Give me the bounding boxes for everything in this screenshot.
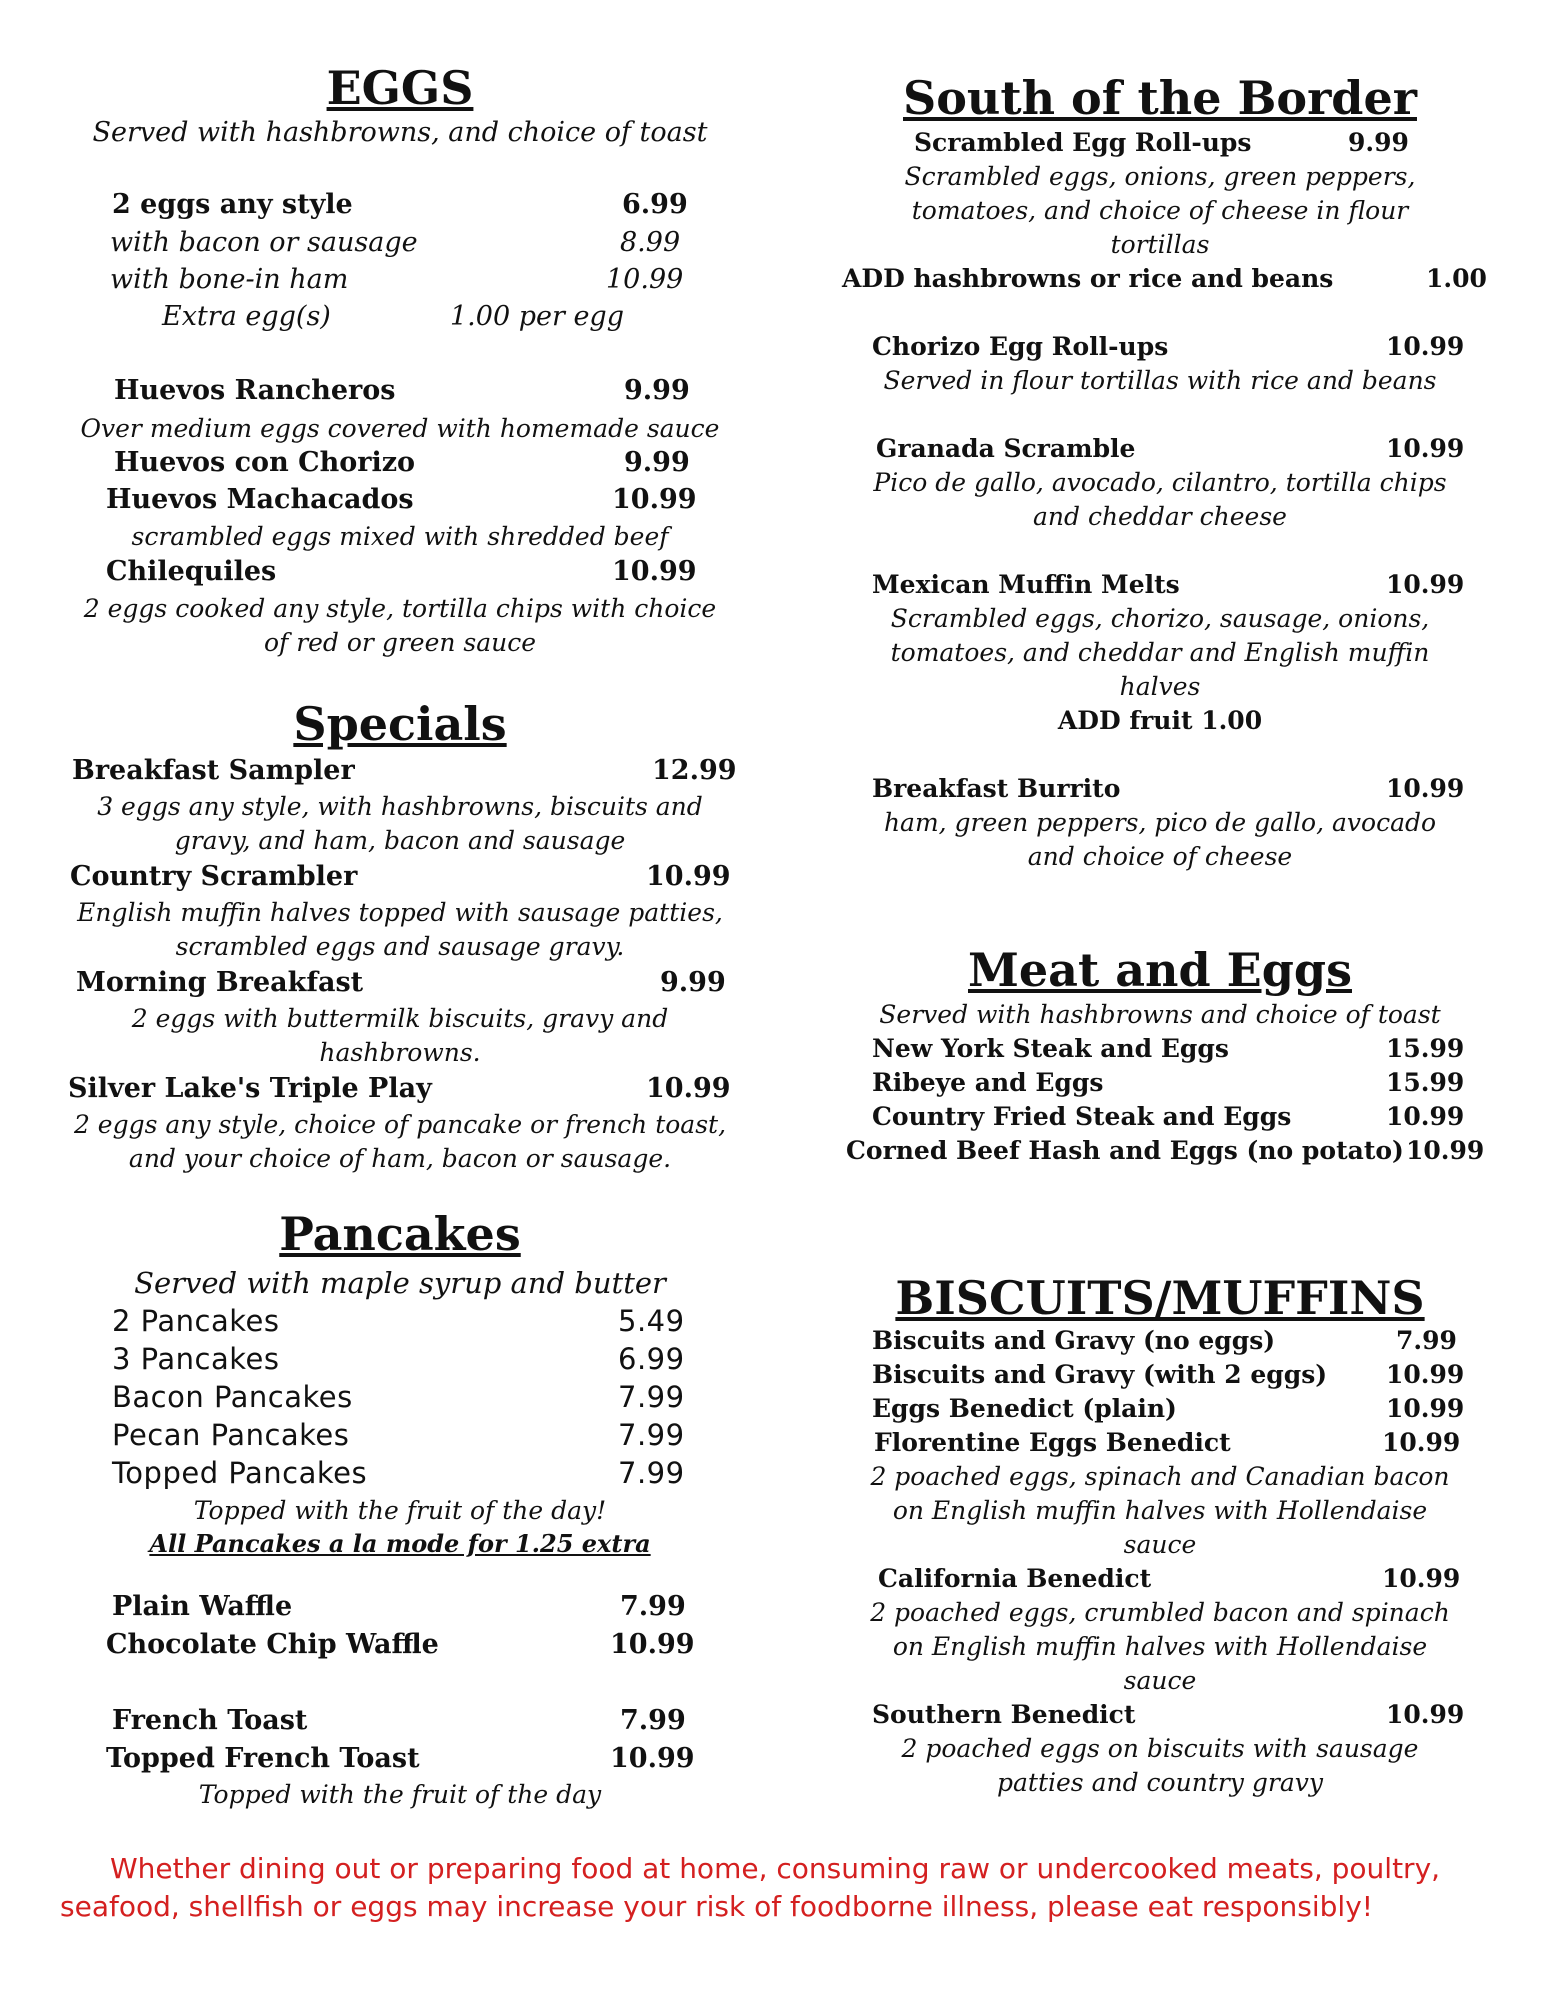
item-name: Country Scrambler bbox=[70, 861, 358, 892]
item-description: scrambled eggs mixed with shredded beef bbox=[131, 522, 669, 551]
item-price: 8.99 bbox=[620, 227, 681, 258]
item-description: hashbrowns. bbox=[319, 1038, 481, 1067]
item-price: 10.99 bbox=[646, 861, 731, 892]
biscuits-heading: BISCUITS/MUFFINS bbox=[895, 1271, 1425, 1325]
item-description: 2 poached eggs on biscuits with sausage bbox=[901, 1734, 1419, 1763]
item-price: 10.99 bbox=[1386, 774, 1465, 803]
item-description: and cheddar cheese bbox=[1033, 502, 1287, 531]
item-price: 10.99 bbox=[1386, 434, 1465, 463]
item-price: 12.99 bbox=[652, 755, 737, 786]
item-name: Pecan Pancakes bbox=[112, 1418, 350, 1452]
item-price: 7.99 bbox=[618, 1418, 685, 1452]
item-price: 9.99 bbox=[660, 967, 726, 998]
item-description: Over medium eggs covered with homemade sauce bbox=[80, 414, 720, 443]
specials-heading: Specials bbox=[293, 697, 507, 751]
item-description: Scrambled eggs, chorizo, sausage, onions, bbox=[890, 604, 1430, 633]
food-safety-warning: Whether dining out or preparing food at home, consuming raw or undercooked meats, poultry, seafood, shellfish or eggs may increase your risk of foodborne illness, please eat responsibly! bbox=[60, 1852, 1441, 1923]
item-price: 10.99 bbox=[610, 1629, 695, 1660]
item-description: gravy, and ham, bacon and sausage bbox=[174, 826, 626, 855]
item-name: French Toast bbox=[112, 1705, 308, 1736]
item-price: 10.99 bbox=[1386, 570, 1465, 599]
item-description: 3 eggs any style, with hashbrowns, biscuits and bbox=[97, 792, 703, 821]
item-description: tomatoes, and choice of cheese in flour bbox=[911, 196, 1409, 225]
item-description: on English muffin halves with Hollendaise bbox=[892, 1632, 1428, 1661]
item-price: 10.99 bbox=[646, 1073, 731, 1104]
item-description: Topped with the fruit of the day! bbox=[193, 1496, 607, 1525]
item-name: 2 eggs any style bbox=[112, 189, 353, 220]
item-price: 7.99 bbox=[1396, 1326, 1457, 1355]
item-description: 2 eggs any style, choice of pancake or french toast, bbox=[73, 1110, 727, 1139]
south-heading: South of the Border bbox=[903, 71, 1417, 125]
item-name: Breakfast Burrito bbox=[872, 774, 1121, 803]
item-name: Huevos Rancheros bbox=[114, 375, 396, 406]
item-name: Scrambled Egg Roll-ups bbox=[914, 128, 1252, 157]
item-name: Eggs Benedict (plain) bbox=[872, 1394, 1177, 1423]
item-description: Pico de gallo, avocado, cilantro, tortilla chips bbox=[873, 468, 1447, 497]
item-price: 10.99 bbox=[612, 556, 697, 587]
item-description: halves bbox=[1119, 672, 1201, 701]
item-description: patties and country gravy bbox=[997, 1768, 1323, 1797]
item-description: tortillas bbox=[1110, 230, 1210, 259]
item-description: 2 poached eggs, crumbled bacon and spinach bbox=[870, 1598, 1450, 1627]
item-description: English muffin halves topped with sausage patties, bbox=[77, 898, 723, 927]
item-price: 6.99 bbox=[622, 189, 688, 220]
item-description: scrambled eggs and sausage gravy. bbox=[175, 932, 625, 961]
item-price: 10.99 bbox=[1386, 1102, 1465, 1131]
item-name: Breakfast Sampler bbox=[72, 755, 355, 786]
item-price: 1.00 bbox=[1426, 264, 1487, 293]
item-name: Ribeye and Eggs bbox=[872, 1068, 1104, 1097]
item-name: Mexican Muffin Melts bbox=[872, 570, 1180, 599]
item-description: sauce bbox=[1123, 1666, 1197, 1695]
item-price: 15.99 bbox=[1386, 1034, 1465, 1063]
item-price: 10.99 bbox=[1386, 1700, 1465, 1729]
item-name: Chorizo Egg Roll-ups bbox=[872, 332, 1169, 361]
item-name: Extra egg(s) bbox=[162, 301, 331, 332]
item-price: 10.99 bbox=[1386, 332, 1465, 361]
item-price: 1.00 per egg bbox=[450, 301, 624, 332]
item-name: Huevos con Chorizo bbox=[114, 447, 416, 478]
item-description: ham, green peppers, pico de gallo, avocado bbox=[883, 808, 1437, 837]
item-price: 10.99 bbox=[612, 484, 697, 515]
item-price: 10.99 bbox=[1382, 1564, 1461, 1593]
item-description: on English muffin halves with Hollendaise bbox=[892, 1496, 1428, 1525]
item-price: 9.99 bbox=[624, 375, 690, 406]
item-name: Florentine Eggs Benedict bbox=[874, 1428, 1231, 1457]
item-description: of red or green sauce bbox=[263, 628, 537, 657]
eggs-subtitle: Served with hashbrowns, and choice of toast bbox=[92, 117, 708, 148]
item-price: 7.99 bbox=[618, 1456, 685, 1490]
item-description: 2 eggs with buttermilk biscuits, gravy and bbox=[131, 1004, 669, 1033]
item-price: 10.99 bbox=[1386, 1394, 1465, 1423]
pancakes-heading: Pancakes bbox=[279, 1207, 521, 1261]
item-price: 5.49 bbox=[618, 1304, 685, 1338]
item-name: Biscuits and Gravy (no eggs) bbox=[872, 1326, 1276, 1355]
item-price: 10.99 bbox=[1406, 1136, 1485, 1165]
item-name: with bacon or sausage bbox=[110, 227, 418, 258]
item-name: Biscuits and Gravy (with 2 eggs) bbox=[872, 1360, 1328, 1389]
item-name: California Benedict bbox=[878, 1564, 1152, 1593]
eggs-heading: EGGS bbox=[326, 61, 474, 115]
item-name: Chocolate Chip Waffle bbox=[106, 1629, 439, 1660]
item-price: 7.99 bbox=[620, 1705, 686, 1736]
item-price: 10.99 bbox=[1382, 1428, 1461, 1457]
item-name: Bacon Pancakes bbox=[112, 1380, 353, 1414]
item-name: ADD hashbrowns or rice and beans bbox=[842, 264, 1334, 293]
item-description: sauce bbox=[1123, 1530, 1197, 1559]
item-description: 2 poached eggs, spinach and Canadian bacon bbox=[870, 1462, 1450, 1491]
item-price: 9.99 bbox=[624, 447, 690, 478]
item-description: Scrambled eggs, onions, green peppers, bbox=[904, 162, 1416, 191]
item-description: 2 eggs cooked any style, tortilla chips with choice bbox=[83, 594, 717, 623]
item-name: Morning Breakfast bbox=[76, 967, 364, 998]
item-name: Corned Beef Hash and Eggs (no potato) bbox=[846, 1136, 1404, 1165]
item-price: 7.99 bbox=[620, 1591, 686, 1622]
item-name: with bone-in ham bbox=[110, 264, 349, 295]
item-price: 9.99 bbox=[1348, 128, 1409, 157]
meat-subtitle: Served with hashbrowns and choice of toast bbox=[879, 1000, 1441, 1029]
item-price: 10.99 bbox=[610, 1743, 695, 1774]
item-description: Served in flour tortillas with rice and beans bbox=[883, 366, 1437, 395]
item-name: Chilequiles bbox=[106, 556, 277, 587]
item-price: 6.99 bbox=[618, 1342, 685, 1376]
ala-mode-note: All Pancakes a la mode for 1.25 extra bbox=[149, 1529, 651, 1558]
pancakes-subtitle: Served with maple syrup and butter bbox=[134, 1266, 666, 1300]
item-description: and your choice of ham, bacon or sausage. bbox=[128, 1144, 672, 1173]
item-name: Topped Pancakes bbox=[112, 1456, 368, 1490]
item-description: Topped with the fruit of the day bbox=[198, 1780, 602, 1809]
item-price: 7.99 bbox=[618, 1380, 685, 1414]
item-price: 10.99 bbox=[606, 264, 684, 295]
item-price: 10.99 bbox=[1386, 1360, 1465, 1389]
item-name: Granada Scramble bbox=[876, 434, 1136, 463]
item-name: Plain Waffle bbox=[112, 1591, 293, 1622]
item-name: Topped French Toast bbox=[106, 1743, 420, 1774]
meat-heading: Meat and Eggs bbox=[968, 943, 1352, 997]
add-fruit-note: ADD fruit 1.00 bbox=[1057, 706, 1263, 735]
item-name: 2 Pancakes bbox=[112, 1304, 280, 1338]
item-name: Silver Lake's Triple Play bbox=[68, 1073, 432, 1104]
item-description: tomatoes, and cheddar and English muffin bbox=[890, 638, 1430, 667]
item-name: Country Fried Steak and Eggs bbox=[872, 1102, 1292, 1131]
item-name: Huevos Machacados bbox=[106, 484, 414, 515]
item-name: Southern Benedict bbox=[872, 1700, 1136, 1729]
item-price: 15.99 bbox=[1386, 1068, 1465, 1097]
item-description: and choice of cheese bbox=[1027, 842, 1293, 871]
item-name: New York Steak and Eggs bbox=[872, 1034, 1229, 1063]
item-name: 3 Pancakes bbox=[112, 1342, 280, 1376]
